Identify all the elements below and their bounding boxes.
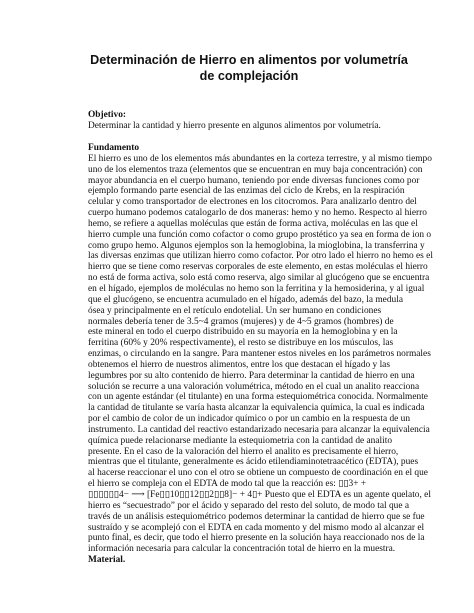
paragraph-line: uno de los elementos traza (elementos que se encuentran en muy baja concentración) con xyxy=(88,164,423,175)
paragraph-line: la cantidad de titulante se varía hasta alcanzar la equivalencia química, la cual es indicada xyxy=(88,403,425,414)
paragraph-line: punto final, es decir, que todo el hierro presente en la solución haya reaccionado nos de la xyxy=(88,533,425,544)
paragraph-line: al hacerse reaccionar el uno con el otro se obtiene un compuesto de coordinación en el que xyxy=(88,468,428,479)
paragraph-line: presente. En el caso de la valoración del hierro el analito es precisamente el hierro, xyxy=(88,446,399,457)
paragraph-line: enzimas, o circulando en la sangre. Para mantener estos niveles en los parámetros normales xyxy=(88,349,431,360)
paragraph-line: las diversas enzimas que utilizan hierro como cofactor. Por otro lado el hierro no hemo es el xyxy=(88,251,433,262)
objective-paragraph xyxy=(88,121,410,132)
paragraph-line: través de un análisis estequiométrico podemos determinar la cantidad de hierro que se fue xyxy=(88,511,425,522)
paragraph-line: no está de forma activa, solo está como reserva, algo similar al glucógeno que se encuentra xyxy=(88,273,430,284)
paragraph-line: en el hígado, ejemplos de moléculas no hemo son la ferritina y la hemosiderina, y al igual xyxy=(88,283,425,294)
paragraph-line: con un agente estándar (el titulante) en una forma estequiométrica conocida. Normalmente xyxy=(88,392,428,403)
paragraph-line: mayor abundancia en el cuerpo humano, teniendo por ende diversas funciones como por xyxy=(88,175,420,186)
paragraph-line: como grupo hemo. Algunos ejemplos son la hemoglobina, la mioglobina, la transferrina y xyxy=(88,240,425,251)
paragraph-line: hemo, se refiere a aquellas moléculas que están de forma activa, moléculas en las que el xyxy=(88,218,418,229)
paragraph-line: ferritina (60% y 20% respectivamente), el resto se distribuye en los músculos, las xyxy=(88,338,394,349)
paragraph-line: legumbres por su alto contenido de hierro. Para determinar la cantidad de hierro en una xyxy=(88,370,415,381)
paragraph-line: El hierro es uno de los elementos más abundantes en la corteza terrestre, y al mismo tiempo xyxy=(88,153,432,164)
paragraph-line: mientras que el titulante, generalmente es ácido etilendiaminotetraacético (EDTA), pues xyxy=(88,457,419,468)
paragraph-line: por el cambio de color de un indicador químico o por un cambio en la respuesta de un xyxy=(88,414,411,425)
paragraph-line: hierro que se tiene como reservas corporales de este elemento, en estas moléculas el hierro xyxy=(88,262,428,273)
paragraph-line: ejemplo formando parte esencial de las enzimas del ciclo de Krebs, en la respiración xyxy=(88,186,405,197)
document-title xyxy=(88,52,410,84)
paragraph-line: ósea y principalmente en el retículo endotelial. Un ser humano en condiciones xyxy=(88,305,382,316)
paragraph-line: este mineral en todo el cuerpo distribuido en su mayoría en la hemoglobina y en la xyxy=(88,327,398,338)
paragraph-line: el hierro se compleja con el EDTA de modo tal que la reacción es: ▯▯3+ + xyxy=(88,479,367,490)
paragraph-line: hierro es “secuestrado” por el ácido y separado del resto del soluto, de modo tal que a xyxy=(88,500,409,511)
paragraph-line: normales debería tener de 3.5~4 gramos (mujeres) y de 4~5 gramos (hombres) de xyxy=(88,316,394,327)
paragraph-line: hierro cumple una función como cofactor o como grupo prostético ya sea en forma de ion o xyxy=(88,229,432,240)
fundamentals-heading: Fundamento xyxy=(88,142,140,153)
material-heading: Material. xyxy=(88,555,126,566)
paragraph-line: solución se recurre a una valoración volumétrica, método en el cual un analito reacciona xyxy=(88,381,420,392)
paragraph-line: química puede relacionarse mediante la estequiometria con la cantidad de analito xyxy=(88,435,393,446)
paragraph-line: que el glucógeno, se encuentra acumulado en el hígado, además del bazo, la medula xyxy=(88,294,403,305)
paragraph-line: información necesaria para calcular la concentración total de hierro en la muestra. xyxy=(88,544,396,555)
paragraph-line: Determinar la cantidad y hierro presente en algunos alimentos por volumetría. xyxy=(88,121,381,131)
paragraph-line: instrumento. La cantidad del reactivo estandarizado necesaria para alcanzar la equivalencia xyxy=(88,424,430,435)
paragraph-line: celular y como transportador de electrones en los citocromos. Para analizarlo dentro del xyxy=(88,197,417,208)
fundamentals-paragraph xyxy=(88,153,433,555)
paragraph-line: sustraído y se acomplejó con el EDTA en cada momento y del mismo modo al alcanzar el xyxy=(88,522,425,533)
title-line-2: de complejación xyxy=(199,69,299,83)
title-line-1: Determinación de Hierro en alimentos por volumetría xyxy=(90,53,408,67)
paragraph-line: cuerpo humano podemos catalogarlo de dos maneras: hemo y no hemo. Respecto al hierro xyxy=(88,208,427,219)
objective-heading: Objetivo: xyxy=(88,110,127,120)
paragraph-line: ▯▯▯▯▯▯4− ⟶ [Fe▯▯10▯▯12▯▯2▯▯8]− + 4▯+ Puesto que el EDTA es un agente quelato, el xyxy=(88,490,431,500)
paragraph-line: obtenemos el hierro de nuestros alimentos, entre los que destacan el hígado y las xyxy=(88,359,390,370)
